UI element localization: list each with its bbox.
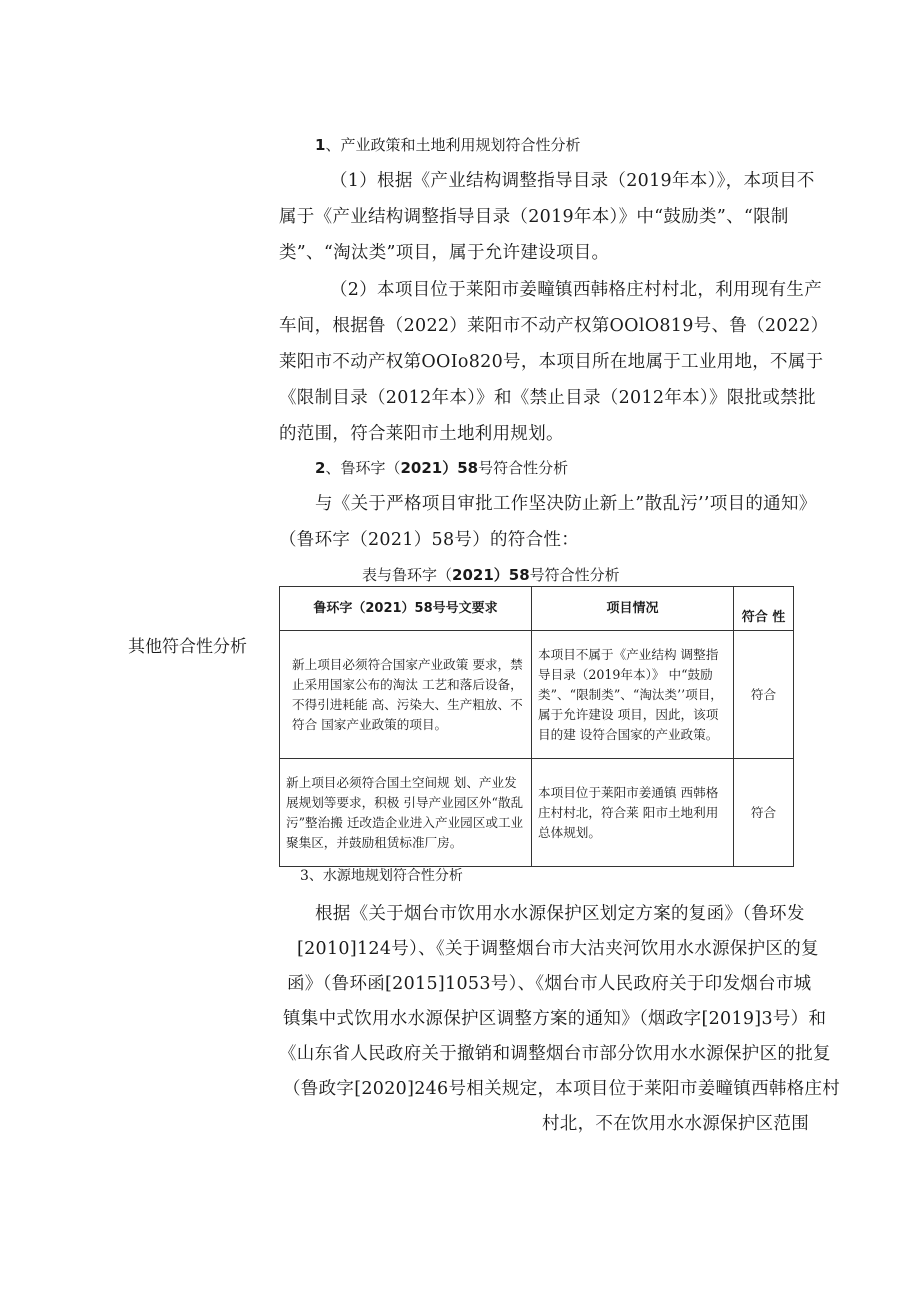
table-caption-bold: 2021）58 (452, 566, 530, 584)
section-2-heading (315, 457, 568, 478)
row-1-requirement: 新上项目必须符合国家产业政策 要求，禁止采用国家公布的淘汰 工艺和落后设备，不得引进耗能 高、污染大、生产粗放、不符合 国家产业政策的项目。 (280, 631, 532, 759)
compliance-table (279, 586, 794, 867)
section-3-line-4: 镇集中式饮用水水源保护区调整方案的通知》（烟政字[2019]3号）和 (283, 1009, 827, 1029)
section-1-p2-line-1: （2）本项目位于莱阳市姜疃镇西韩格庄村村北，利用现有生产 (330, 280, 823, 300)
header-situation: 项目情况 (532, 587, 734, 631)
section-3-line-6: （鲁政字[2020]246号相关规定，本项目位于莱阳市姜疃镇西韩格庄村 (283, 1079, 841, 1099)
section-1-p2-line-2: 车间，根据鲁（2022）莱阳市不动产权第OOlO819号、鲁（2022） (279, 316, 829, 336)
row-1-situation: 本项目不属于《产业结构 调整指导目录（2019年本）》 中“鼓励类”、“限制类”、“淘汰类’’项目，属于允许建设 项目，因此，该项目的建 设符合国家的产业政策。 (532, 631, 734, 759)
table-caption-post: 号符合性分析 (529, 566, 620, 584)
row-2-situation: 本项目位于莱阳市姜通镇 西韩格庄村村北，符合莱 阳市土地利用总体规划。 (532, 759, 734, 867)
section-1-title: 、产业政策和土地利用规划符合性分析 (325, 136, 581, 154)
header-requirement: 鲁环字（2021）58号号文要求 (280, 587, 532, 631)
section-2-title-pre: 、鲁环字（ (325, 459, 401, 477)
section-1-p1-line-3: 类”、“淘汰类”项目，属于允许建设项目。 (279, 243, 610, 263)
side-category-label: 其他符合性分析 (128, 637, 247, 657)
table-row (280, 759, 794, 867)
section-2-title-bold: 2021）58 (400, 459, 479, 477)
section-2-number: 2 (315, 459, 326, 477)
section-2-p1-line-1: 与《关于严格项目审批工作坚决防止新上”散乱污’’项目的通知》 (315, 494, 817, 514)
section-3-line-3: 函》（鲁环函[2015]1053号）、《烟台市人民政府关于印发烟台市城 (287, 974, 812, 994)
section-1-p2-line-5: 的范围，符合莱阳市土地利用规划。 (279, 424, 564, 444)
section-3-line-1: 根据《关于烟台市饮用水水源保护区划定方案的复函》（鲁环发 (315, 904, 805, 924)
row-2-requirement: 新上项目必须符合国土空间规 划、产业发展规划等要求，积极 引导产业园区外“散乱污”整治搬 迁改造企业进入产业园区或工业 聚集区，并鼓励租赁标准厂房。 (280, 759, 532, 867)
section-1-p1-line-1: （1）根据《产业结构调整指导目录（2019年本）》，本项目不 (330, 171, 815, 191)
section-2-p1-line-2: （鲁环字（2021）58号）的符合性： (279, 530, 580, 550)
section-3-heading-clipped (300, 868, 500, 888)
section-3-line-5: 《山东省人民政府关于撤销和调整烟台市部分饮用水水源保护区的批复 (279, 1044, 831, 1064)
table-caption-pre: 表与鲁环字（ (362, 566, 453, 584)
row-2-result: 符合 (734, 759, 794, 867)
section-1-p2-line-3: 莱阳市不动产权第OOIo820号，本项目所在地属于工业用地，不属于 (279, 352, 824, 372)
section-3-line-7: 村北，不在饮用水水源保护区范围 (542, 1114, 809, 1134)
section-1-p2-line-4: 《限制目录（2012年本）》和《禁止目录（2012年本）》限批或禁批 (279, 388, 816, 408)
section-3-heading-text: 3、水源地规划符合性分析 (300, 868, 463, 884)
section-3-line-2: [2010]124号）、《关于调整烟台市大沽夹河饮用水水源保护区的复 (297, 939, 819, 959)
header-compliance: 符合 性 (734, 587, 794, 631)
table-header-row (280, 587, 794, 631)
section-1-number: 1 (315, 136, 326, 154)
table-caption (362, 564, 620, 585)
table-row (280, 631, 794, 759)
section-2-title-post: 号符合性分析 (478, 459, 569, 477)
row-1-result: 符合 (734, 631, 794, 759)
section-1-p1-line-2: 属于《产业结构调整指导目录（2019年本）》中“鼓励类”、“限制 (279, 207, 789, 227)
section-1-heading (315, 134, 580, 155)
